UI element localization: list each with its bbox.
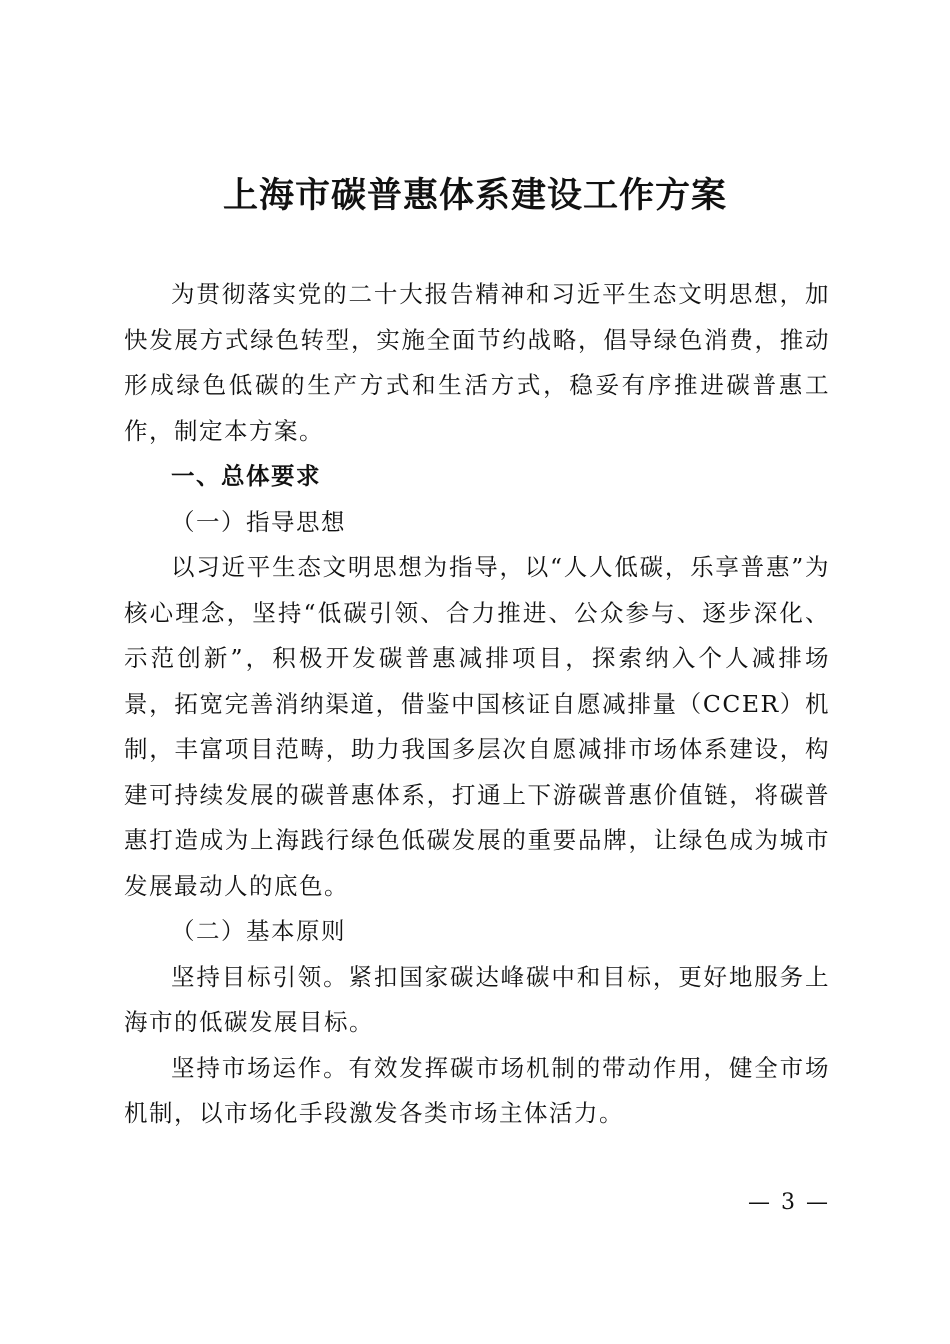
document-title: 上海市碳普惠体系建设工作方案 <box>222 176 727 216</box>
principle-market-operation-paragraph: 坚持市场运作。有效发挥碳市场机制的带动作用，健全市场机制，以市场化手段激发各类市场主体活力。 <box>124 1053 830 1127</box>
subsection-heading-guiding-ideology: （一）指导思想 <box>171 507 346 536</box>
section-heading-overall-requirements: 一、总体要求 <box>171 462 321 490</box>
subsection-heading-basic-principles: （二）基本原则 <box>171 917 346 945</box>
intro-paragraph: 为贯彻落实党的二十大报告精神和习近平生态文明思想，加快发展方式绿色转型，实施全面节约战略，倡导绿色消费，推动形成绿色低碳的生产方式和生活方式，稳妥有序推进碳普惠工作，制定本方案。 <box>124 280 830 445</box>
guiding-ideology-paragraph: 以习近平生态文明思想为指导，以“人人低碳，乐享普惠”为核心理念，坚持“低碳引领、合力推进、公众参与、逐步深化、示范创新”，积极开发碳普惠减排项目，探索纳入个人减排场景，拓宽完善消纳渠道，借鉴中国核证自愿减排量（CCER）机制，丰富项目范畴，助力我国多层次自愿减排市场体系建设，构建可持续发展的碳普惠体系，打通上下游碳普惠价值链，将碳普惠打造成为上海践行绿色低碳发展的重要品牌，让绿色成为城市发展最动人的底色。 <box>124 553 830 900</box>
page-number: — 3 — <box>748 1190 830 1215</box>
principle-goal-guidance-paragraph: 坚持目标引领。紧扣国家碳达峰碳中和目标，更好地服务上海市的低碳发展目标。 <box>124 962 830 1036</box>
document-body <box>124 272 830 1137</box>
